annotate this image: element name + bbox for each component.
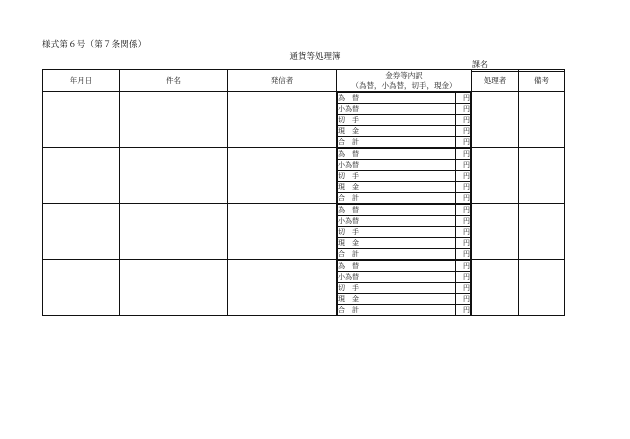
amount-breakdown-list xyxy=(337,260,471,315)
handler-cell[interactable] xyxy=(472,148,519,204)
amount-breakdown-list xyxy=(337,204,471,259)
amount-breakdown-list xyxy=(337,148,471,203)
amount-item-label: 為 替 xyxy=(338,205,456,216)
amount-item-row[interactable] xyxy=(338,149,471,160)
amount-item-row[interactable] xyxy=(338,115,471,126)
header-subject: 件名 xyxy=(120,70,228,92)
yen-unit: 円 xyxy=(456,182,471,193)
subject-cell[interactable] xyxy=(120,260,228,316)
date-cell[interactable] xyxy=(43,148,120,204)
amount-item-label: 小為替 xyxy=(338,160,456,171)
amount-item-row[interactable] xyxy=(338,182,471,193)
table-row xyxy=(43,260,565,316)
amount-item-row[interactable] xyxy=(338,126,471,137)
yen-unit: 円 xyxy=(456,227,471,238)
header-amount-breakdown-title: 金券等内訳 xyxy=(385,70,423,80)
subject-cell[interactable] xyxy=(120,204,228,260)
amount-item-label: 現 金 xyxy=(338,126,456,137)
amount-item-row[interactable] xyxy=(338,238,471,249)
header-sender: 発信者 xyxy=(228,70,337,92)
subject-cell[interactable] xyxy=(120,92,228,148)
amount-item-label: 現 金 xyxy=(338,294,456,305)
header-amount-breakdown-sub: （為替，小為替，切手，現金） xyxy=(351,80,457,90)
amount-item-label: 切 手 xyxy=(338,283,456,294)
amount-item-row[interactable] xyxy=(338,205,471,216)
sender-cell[interactable] xyxy=(228,148,337,204)
header-row xyxy=(43,70,565,92)
amount-item-label: 現 金 xyxy=(338,182,456,193)
sender-cell[interactable] xyxy=(228,260,337,316)
subject-cell[interactable] xyxy=(120,148,228,204)
yen-unit: 円 xyxy=(456,137,471,148)
amount-item-row[interactable] xyxy=(338,272,471,283)
table-row xyxy=(43,148,565,204)
yen-unit: 円 xyxy=(456,305,471,316)
date-cell[interactable] xyxy=(43,92,120,148)
header-amount-breakdown xyxy=(337,70,472,92)
amount-item-label: 切 手 xyxy=(338,115,456,126)
yen-unit: 円 xyxy=(456,104,471,115)
document-title: 通貨等処理簿 xyxy=(289,52,341,62)
yen-unit: 円 xyxy=(456,294,471,305)
amount-item-label: 合 計 xyxy=(338,137,456,148)
handler-cell[interactable] xyxy=(472,260,519,316)
amount-item-row[interactable] xyxy=(338,216,471,227)
amount-item-label: 為 替 xyxy=(338,149,456,160)
amount-item-label: 小為替 xyxy=(338,104,456,115)
amount-item-row[interactable] xyxy=(338,227,471,238)
amount-item-row[interactable] xyxy=(338,104,471,115)
amount-item-label: 為 替 xyxy=(338,261,456,272)
handler-cell[interactable] xyxy=(472,204,519,260)
yen-unit: 円 xyxy=(456,261,471,272)
amount-breakdown-cell xyxy=(337,92,472,148)
yen-unit: 円 xyxy=(456,149,471,160)
amount-item-row[interactable] xyxy=(338,283,471,294)
amount-item-row[interactable] xyxy=(338,261,471,272)
amount-item-label: 合 計 xyxy=(338,249,456,260)
header-remarks: 備考 xyxy=(519,70,565,92)
amount-item-label: 合 計 xyxy=(338,193,456,204)
yen-unit: 円 xyxy=(456,205,471,216)
yen-unit: 円 xyxy=(456,126,471,137)
form-number-label: 様式第６号（第７条関係） xyxy=(42,40,147,50)
yen-unit: 円 xyxy=(456,193,471,204)
remarks-cell[interactable] xyxy=(519,92,565,148)
amount-item-row[interactable] xyxy=(338,137,471,148)
yen-unit: 円 xyxy=(456,249,471,260)
amount-item-row[interactable] xyxy=(338,160,471,171)
amount-item-label: 小為替 xyxy=(338,216,456,227)
sender-cell[interactable] xyxy=(228,204,337,260)
amount-item-row[interactable] xyxy=(338,171,471,182)
sender-cell[interactable] xyxy=(228,92,337,148)
amount-item-row[interactable] xyxy=(338,193,471,204)
amount-breakdown-cell xyxy=(337,204,472,260)
date-cell[interactable] xyxy=(43,204,120,260)
yen-unit: 円 xyxy=(456,272,471,283)
yen-unit: 円 xyxy=(456,93,471,104)
amount-item-label: 為 替 xyxy=(338,93,456,104)
register-table xyxy=(42,69,565,316)
amount-item-label: 切 手 xyxy=(338,227,456,238)
remarks-cell[interactable] xyxy=(519,204,565,260)
remarks-cell[interactable] xyxy=(519,260,565,316)
division-name-field[interactable]: 課名 xyxy=(472,59,564,72)
yen-unit: 円 xyxy=(456,283,471,294)
amount-item-row[interactable] xyxy=(338,305,471,316)
handler-cell[interactable] xyxy=(472,92,519,148)
table-row xyxy=(43,204,565,260)
yen-unit: 円 xyxy=(456,160,471,171)
amount-breakdown-cell xyxy=(337,148,472,204)
header-handler: 処理者 xyxy=(472,70,519,92)
amount-item-label: 合 計 xyxy=(338,305,456,316)
amount-item-label: 切 手 xyxy=(338,171,456,182)
yen-unit: 円 xyxy=(456,171,471,182)
amount-breakdown-cell xyxy=(337,260,472,316)
amount-breakdown-list xyxy=(337,92,471,147)
amount-item-label: 現 金 xyxy=(338,238,456,249)
amount-item-row[interactable] xyxy=(338,93,471,104)
yen-unit: 円 xyxy=(456,238,471,249)
amount-item-label: 小為替 xyxy=(338,272,456,283)
amount-item-row[interactable] xyxy=(338,294,471,305)
table-row xyxy=(43,92,565,148)
amount-item-row[interactable] xyxy=(338,249,471,260)
header-date: 年月日 xyxy=(43,70,120,92)
yen-unit: 円 xyxy=(456,115,471,126)
yen-unit: 円 xyxy=(456,216,471,227)
date-cell[interactable] xyxy=(43,260,120,316)
remarks-cell[interactable] xyxy=(519,148,565,204)
